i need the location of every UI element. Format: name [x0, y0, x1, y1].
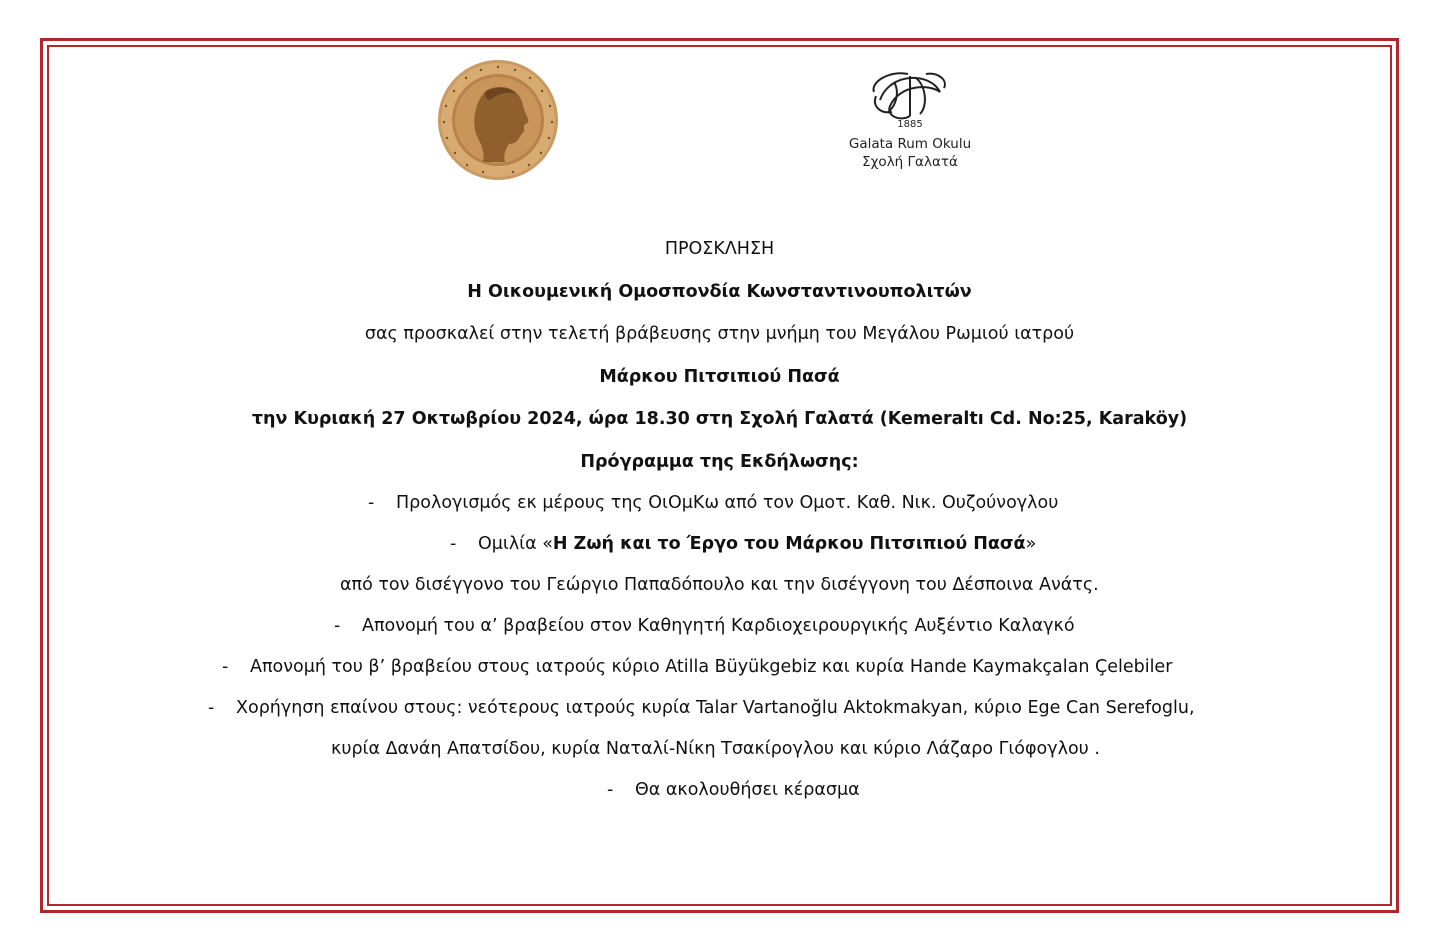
speech-prefix: Ομιλία « [478, 534, 553, 554]
bullet-dash: - [222, 657, 229, 677]
organization-name: Η Οικουμενική Ομοσπονδία Κωνσταντινουπολιτών [467, 282, 972, 302]
school-founding-year: 1885 [897, 119, 923, 130]
program-item-refreshments [607, 779, 860, 801]
bullet-dash: - [607, 780, 614, 800]
program-item-speech-speakers: από τον δισέγγονο του Γεώργιο Παπαδόπουλο και την δισέγγονη του Δέσποινα Ανάτς. [340, 575, 1099, 595]
speech-title: Η Ζωή και το Έργο του Μάρκου Πιτσιπιού Πασά [552, 534, 1026, 554]
federation-coin-logo [425, 58, 571, 182]
program-item-commendations [208, 697, 1195, 719]
program-item-text: Απονομή του β’ βραβείου στους ιατρούς κύριο Atilla Büyükgebiz και κυρία Hande Kaymakçalan Çelebiler [250, 657, 1173, 677]
speech-suffix: » [1025, 534, 1037, 554]
program-item-prologue [368, 492, 1058, 514]
school-name-greek: Σχολή Γαλατά [862, 154, 958, 170]
school-name [830, 135, 990, 171]
school-name-turkish: Galata Rum Okulu [848, 136, 972, 152]
invitation-heading: ΠΡΟΣΚΛΗΣΗ [664, 239, 775, 259]
program-item-text: Χορήγηση επαίνου στους: νεότερους ιατρούς κυρία Talar Vartanoğlu Aktokmakyan, κύριο Ege Can Serefoglu, [236, 698, 1195, 718]
bullet-dash: - [368, 493, 375, 513]
inner-border [47, 45, 1392, 906]
honoree-name: Μάρκου Πιτσιπιού Πασά [599, 367, 840, 387]
program-item-first-award [334, 615, 1075, 637]
invitation-intro: σας προσκαλεί στην τελετή βράβευσης στην μνήμη του Μεγάλου Ρωμιού ιατρού [364, 324, 1075, 344]
program-heading: Πρόγραμμα της Εκδήλωσης: [580, 452, 859, 472]
program-item-text: Θα ακολουθήσει κέρασμα [635, 780, 860, 800]
program-item-text: Απονομή του α’ βραβείου στον Καθηγητή Καρδιοχειρουργικής Αυξέντιο Καλαγκό [362, 616, 1075, 636]
bullet-dash: - [450, 534, 457, 554]
bullet-dash: - [334, 616, 341, 636]
program-item-text: Προλογισμός εκ μέρους της ΟιΟμΚω από τον Ομοτ. Καθ. Νικ. Ουζούνογλου [396, 493, 1059, 513]
event-datetime-location: την Κυριακή 27 Οκτωβρίου 2024, ώρα 18.30 στη Σχολή Γαλατά (Kemeraltı Cd. No:25, Karaköy) [251, 409, 1188, 429]
program-item-commendations-cont: κυρία Δανάη Απατσίδου, κυρία Ναταλί-Νίκη Τσακίρογλου και κύριο Λάζαρο Γιόφογλου . [331, 739, 1100, 759]
program-item-second-award [222, 656, 1172, 678]
bullet-dash: - [208, 698, 215, 718]
program-item-speech [450, 533, 1036, 555]
